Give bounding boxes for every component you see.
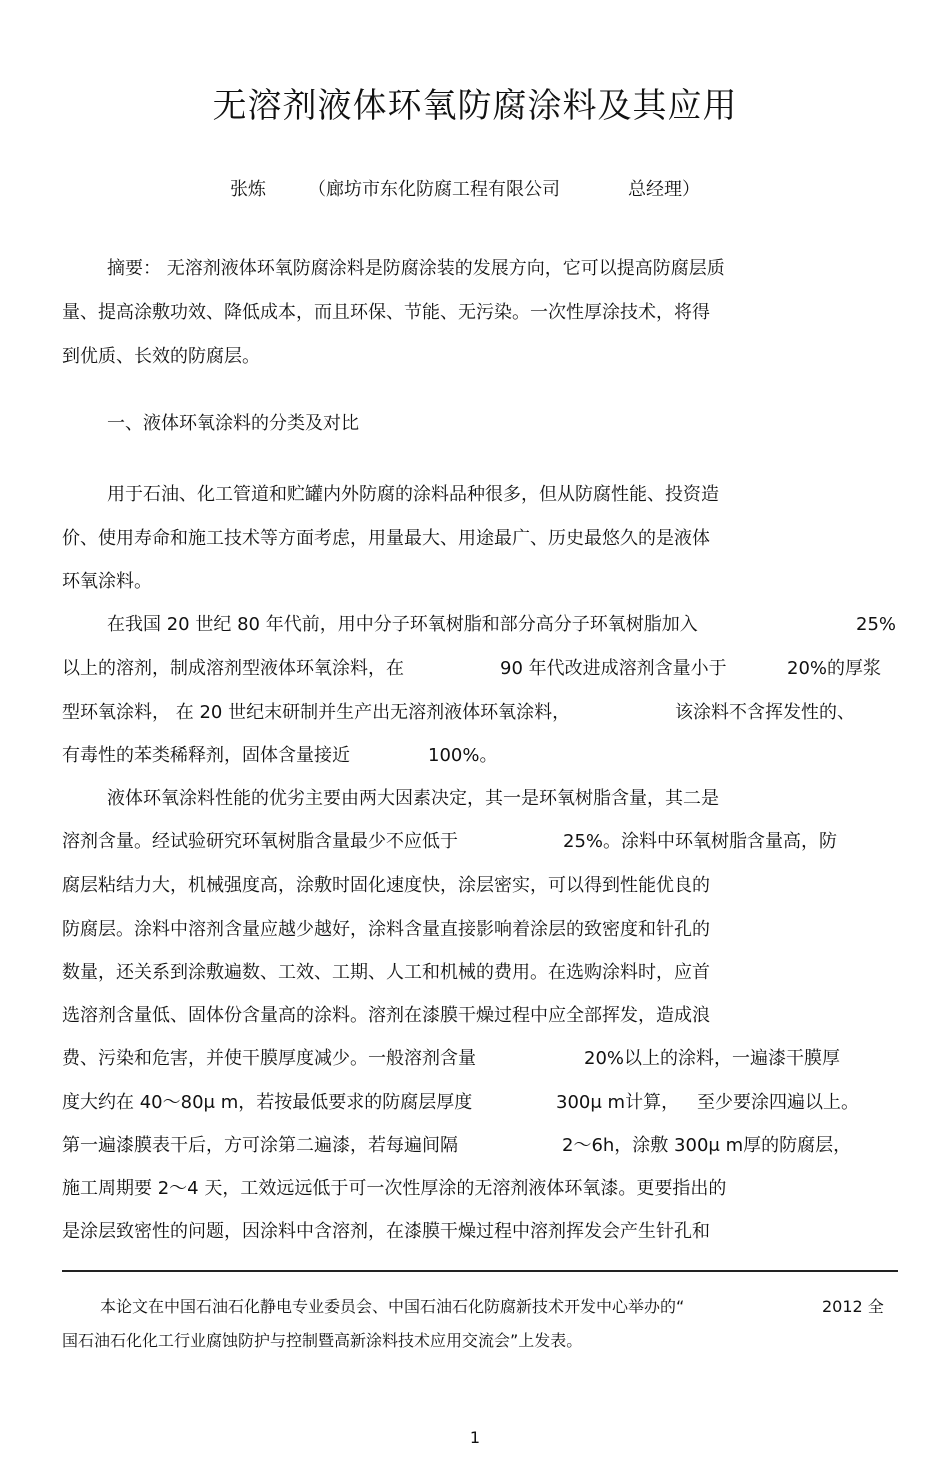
body-line-fragment: 25%。涂料中环氧树脂含量高，防 — [563, 831, 838, 852]
body-line-fragment: 300μ m计算， — [556, 1092, 680, 1113]
body-line: 度大约在 40～80μ m，若按最低要求的防腐层厚度 — [62, 1092, 473, 1113]
body-line: 液体环氧涂料性能的优劣主要由两大因素决定，其一是环氧树脂含量，其二是 — [107, 788, 719, 809]
footnote-line-2: 国石油石化化工行业腐蚀防护与控制暨高新涂料技术应用交流会”上发表。 — [62, 1331, 583, 1350]
body-line: 选溶剂含量低、固体份含量高的涂料。溶剂在漆膜干燥过程中应全部挥发，造成浪 — [62, 1005, 710, 1026]
author-name: 张炼 — [230, 179, 266, 200]
section-heading: 一、液体环氧涂料的分类及对比 — [107, 413, 359, 434]
page-number: 1 — [469, 1428, 481, 1447]
body-line-fragment: 90 年代改进成溶剂含量小于 — [500, 658, 727, 679]
abstract-line-3: 到优质、长效的防腐层。 — [62, 346, 260, 367]
body-line-fragment: 2～6h，涂敷 300μ m厚的防腐层， — [562, 1135, 852, 1156]
body-line: 施工周期要 2～4 天，工效远远低于可一次性厚涂的无溶剂液体环氧漆。更要指出的 — [62, 1178, 727, 1199]
body-line: 数量，还关系到涂敷遍数、工效、工期、人工和机械的费用。在选购涂料时，应首 — [62, 962, 710, 983]
author-position: 总经理） — [628, 179, 700, 200]
footnote-line-1: 本论文在中国石油石化静电专业委员会、中国石油石化防腐新技术开发中心举办的“ — [100, 1297, 685, 1316]
footnote-line-1-end: 2012 全 — [822, 1297, 884, 1316]
author-affiliation: （廊坊市东化防腐工程有限公司 — [308, 179, 560, 200]
body-line-fragment: 25% — [856, 614, 897, 635]
body-line: 在我国 20 世纪 80 年代前，用中分子环氧树脂和部分高分子环氧树脂加入 — [107, 614, 698, 635]
body-line-fragment: 20%的厚浆 — [787, 658, 882, 679]
body-line-fragment: 至少要涂四遍以上。 — [697, 1092, 859, 1113]
abstract-line-1: 摘要： 无溶剂液体环氧防腐涂料是防腐涂装的发展方向，它可以提高防腐层质 — [107, 258, 725, 279]
body-line-fragment: 20%以上的涂料，一遍漆干膜厚 — [584, 1048, 841, 1069]
body-line: 用于石油、化工管道和贮罐内外防腐的涂料品种很多，但从防腐性能、投资造 — [107, 484, 719, 505]
body-line-fragment: 100%。 — [428, 745, 498, 766]
body-line: 溶剂含量。经试验研究环氧树脂含量最少不应低于 — [62, 831, 458, 852]
body-line: 是涂层致密性的问题，因涂料中含溶剂，在漆膜干燥过程中溶剂挥发会产生针孔和 — [62, 1221, 710, 1242]
footnote-separator — [62, 1270, 898, 1272]
document-title: 无溶剂液体环氧防腐涂料及其应用 — [212, 86, 738, 126]
body-line: 第一遍漆膜表干后，方可涂第二遍漆，若每遍间隔 — [62, 1135, 458, 1156]
body-line: 费、污染和危害，并使干膜厚度减少。一般溶剂含量 — [62, 1048, 476, 1069]
body-line: 有毒性的苯类稀释剂，固体含量接近 — [62, 745, 350, 766]
body-line: 环氧涂料。 — [62, 571, 152, 592]
body-line-fragment: 该涂料不含挥发性的、 — [675, 702, 855, 723]
abstract-line-2: 量、提高涂敷功效、降低成本，而且环保、节能、无污染。一次性厚涂技术，将得 — [62, 302, 710, 323]
body-line: 价、使用寿命和施工技术等方面考虑，用量最大、用途最广、历史最悠久的是液体 — [62, 528, 710, 549]
body-line: 型环氧涂料， 在 20 世纪末研制并生产出无溶剂液体环氧涂料， — [62, 702, 571, 723]
body-line: 以上的溶剂，制成溶剂型液体环氧涂料，在 — [62, 658, 404, 679]
body-line: 防腐层。涂料中溶剂含量应越少越好，涂料含量直接影响着涂层的致密度和针孔的 — [62, 919, 710, 940]
body-line: 腐层粘结力大，机械强度高，涂敷时固化速度快，涂层密实，可以得到性能优良的 — [62, 875, 710, 896]
